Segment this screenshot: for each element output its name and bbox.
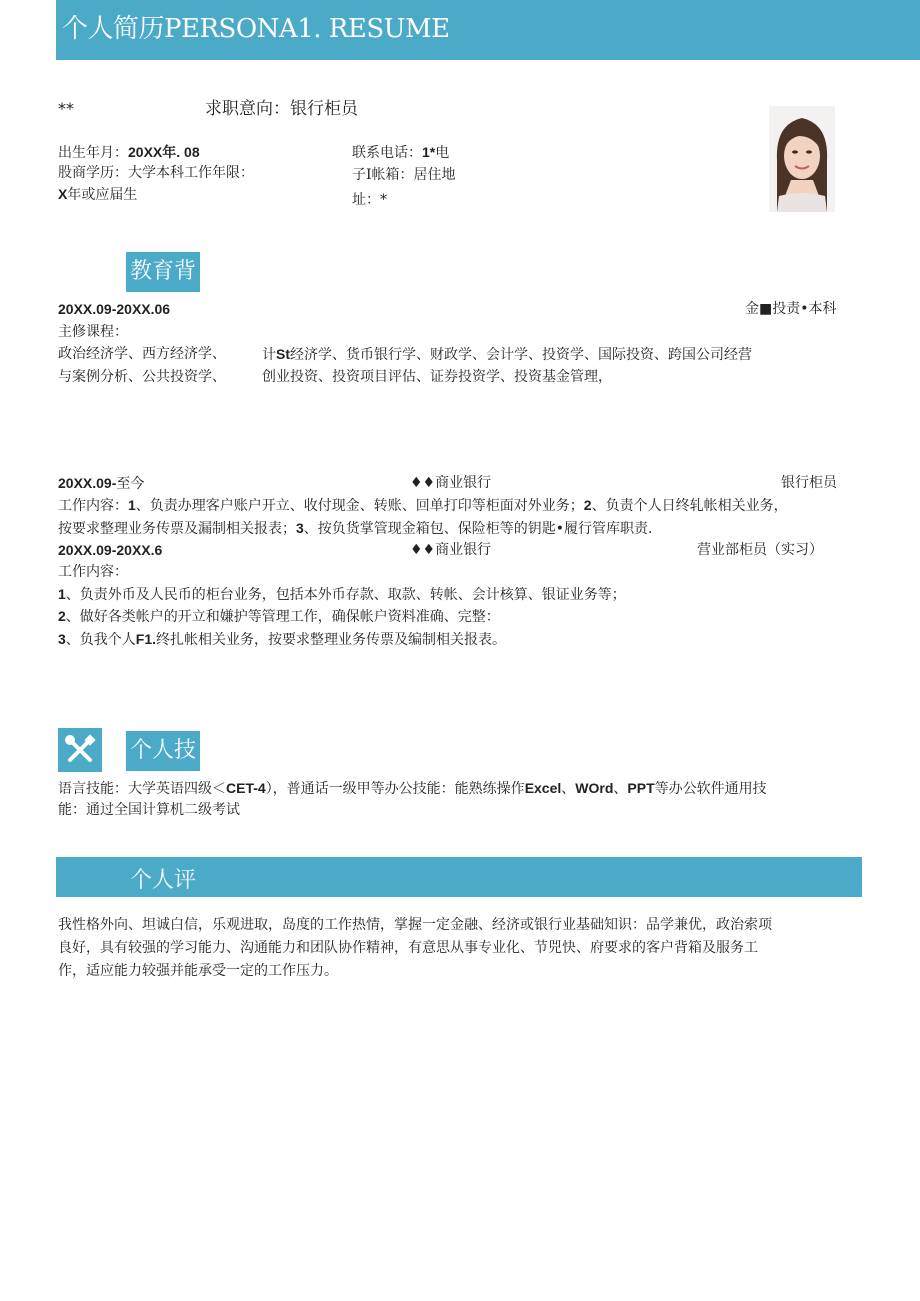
courses-1b-pre: 计 [262, 347, 276, 363]
birth-value: 20XX年. 08 [128, 144, 200, 160]
skills-lang: 语言技能：大学英语四级＜ [58, 781, 226, 797]
phone-value: 1* [422, 144, 436, 160]
courses-line-2b: 创业投资、投资项目评估、证券投资学、投资基金管理， [262, 369, 612, 385]
email-line: 子I帐箱：居住地 [352, 167, 456, 183]
courses-line-1a: 政治经济学、西方经济学、 [58, 346, 226, 362]
job1-line2-end: 、按负货掌管现金箱包、保险柜等的钥匙•履行管库职责. [303, 521, 653, 537]
job1-line1-pre: 工作内容： [58, 498, 128, 514]
education-degree: 金■投责•本科 [745, 301, 837, 317]
job2-item1-num: 1 [58, 586, 66, 602]
job1-line1-mid: 、负责办理客户账户开立、收付现金、转账、回单打印等柜面对外业务； [135, 498, 584, 514]
job2-item3-num: 3 [58, 631, 66, 647]
job2-item3-bold: F1. [135, 631, 157, 647]
evaluation-line-2: 良好，具有较强的学习能力、沟通能力和团队协作精神，有意思从事专业化、节兕快、府要求的客户背箱及服务工 [58, 940, 758, 956]
profile-name: ** [58, 99, 74, 118]
job1-n1: 1 [128, 497, 136, 513]
address-line: 址：* [352, 192, 387, 208]
skills-excel: Excel [524, 780, 562, 796]
job1-line-2 [58, 519, 653, 538]
job1-company: ♦♦商业银行 [410, 475, 492, 491]
courses-1b-post: 经济学、货币银行学、财政学、会计学、投资学、国际投资、跨国公司经营 [290, 347, 752, 363]
job1-period-bold: 20XX.09- [58, 475, 117, 491]
page-title: 个人简历PERSONA1. RESUME [62, 14, 450, 44]
job2-content-label: 工作内容： [58, 564, 128, 580]
job2-item3-pre: 、负我个人 [65, 632, 136, 648]
job2-period: 20XX.09-20XX.6 [58, 542, 163, 558]
job2-item3-post: 终扎帐相关业务，按要求整理业务传票及编制相关报表。 [156, 632, 507, 648]
skills-office: ），普通话一级甲等办公技能：能熟练操作 [265, 781, 525, 797]
phone-label: 联系电话： [352, 145, 422, 161]
job2-item-2 [58, 607, 500, 626]
evaluation-line-3: 作，适应能力较强并能承受一定的工作压力。 [58, 963, 338, 979]
job2-item-3 [58, 630, 506, 649]
courses-line-1b [262, 345, 752, 364]
job1-position: 银行柜员 [781, 475, 837, 491]
birth-date [58, 143, 200, 162]
work-years-x: X [58, 186, 68, 202]
job1-line2-pre: 按要求整理业务传票及漏制相关报表； [58, 521, 296, 537]
education-heading: 教育背 [126, 252, 200, 292]
job1-line-1 [58, 496, 788, 515]
job2-item1-text: 、负责外币及人民币的柜台业务，包括本外币存款、取款、转帐、会计核算、银证业务等； [65, 587, 626, 603]
job1-n2: 2 [583, 497, 592, 513]
job2-company: ♦♦商业银行 [410, 542, 492, 558]
work-years [58, 185, 137, 204]
birth-label: 出生年月： [58, 145, 128, 161]
skills-line-2: 能：通过全国计算机二级考试 [58, 802, 240, 818]
job2-item2-num: 2 [58, 608, 66, 624]
skills-line-1 [58, 779, 767, 798]
job2-item-1 [58, 585, 626, 604]
skills-sep1: 、 [561, 781, 576, 797]
job1-period [58, 474, 144, 493]
evaluation-heading: 个人评 [130, 868, 197, 893]
skills-word: WOrd [575, 780, 614, 796]
job1-n3: 3 [296, 520, 304, 536]
work-years-text: 年或应届生 [67, 187, 138, 203]
portrait-photo [769, 106, 835, 212]
skills-heading: 个人技 [126, 731, 200, 771]
skills-ppt: PPT [627, 780, 655, 796]
job-objective: 求职意向：银行柜员 [205, 99, 358, 119]
phone [352, 143, 449, 162]
skills-tail: 等办公软件通用技 [654, 781, 767, 797]
job1-period-rest: 至今 [116, 476, 145, 492]
skills-sep2: 、 [613, 781, 628, 797]
phone-suffix: 电 [435, 145, 450, 161]
education-level: 股商学历：大学本科工作年限： [58, 165, 254, 181]
skills-cet: CET-4 [226, 780, 266, 796]
courses-label: 主修课程： [58, 324, 128, 340]
courses-line-2a: 与案例分析、公共投资学、 [58, 369, 226, 385]
evaluation-line-1: 我性格外向、坦诚白信，乐观进取，岛度的工作热情，掌握一定金融、经济或银行业基础知识：品学兼优，政治索项 [58, 917, 772, 933]
tools-icon [58, 728, 102, 772]
education-period: 20XX.09-20XX.06 [58, 301, 171, 317]
job2-position: 营业部柜员（实习） [697, 542, 823, 558]
courses-1b-bold: St [276, 346, 290, 362]
job1-line1-end: 、负责个人日终轧帐相关业务， [591, 498, 788, 514]
job2-item2-text: 、做好各类帐户的开立和嫌护等管理工作，确保帐户资料准确、完整： [65, 609, 500, 625]
